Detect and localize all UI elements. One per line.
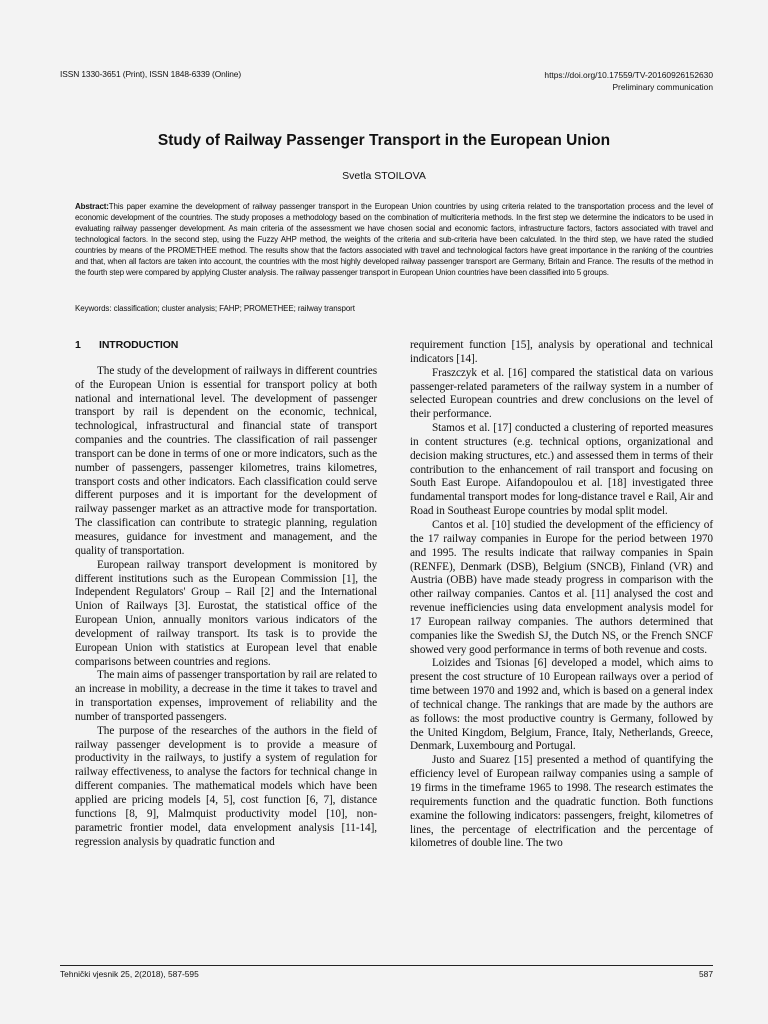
doi-header (544, 69, 713, 93)
issn-header: ISSN 1330-3651 (Print), ISSN 1848-6339 (Online) (60, 69, 242, 79)
abstract-text: This paper examine the development of railway passenger transport in the European Union countries by using criteria related to the transportation process and the level of economic development of the countries. The study proposes a methodology based on the combination of multicriteria methods. In the first step we determine the indicators to be used in evaluating railway passenger development. As main criteria of the assessment we have chosen social and economic factors, infrastructure factors, factors associated with travel and technological factors. In the second step, using the Fuzzy AHP method, the weights of the criteria and sub-criteria have been calculated. In the third step, we have rated the studied countries by means of the PROMETHEE method. The results show that the factors associated with travel and technological factors have great importance in the ranking of the countries and that, when all factors are taken into account, the countries with the most highly developed railway passenger transport are Germany, Britain and France. The results of the method in the fourth step were compared by applying Cluster analysis. The railway passenger transport in European Union countries have been classified into 5 groups. (75, 202, 713, 278)
left-column (75, 339, 377, 849)
author-name: Svetla STOILOVA (342, 170, 426, 182)
paragraph: The purpose of the researches of the authors in the field of railway passenger development is to provide a measure of productivity in the railways, to justify a system of regulation for railway effectiveness, to analyse the factors for technical change in different companies. The mathematical models which have been applied are pricing models [4, 5], cost function [6, 7], distance functions [8, 9], Malmquist productivity model [10], non-parametric frontier model, data envelopment analysis [11-14], regression analysis by quadratic function and (75, 724, 377, 848)
article-category: Preliminary communication (612, 82, 713, 92)
paragraph: The study of the development of railways in different countries of the European Union is essential for transport policy at both national and international level. The development of passenger transport by rail is dependent on the economic, technical, technological, infrastructural and financial state of transport companies and the countries. The classification of rail passenger transport can be done in terms of one or more indicators, such as the number of passengers, passenger kilometres, trains kilometres, transport costs and other indicators. Each classification could serve different purposes and it is important for the development of railway passenger market as an attractive mode for transportation. The classification can contribute to strategic planning, regulation measures, guidance for investment and management, and the quality of transportation. (75, 364, 377, 557)
abstract-label: Abstract: (75, 202, 109, 211)
doi-link[interactable]: https://doi.org/10.17559/TV-20160926152630 (544, 70, 713, 80)
paragraph: The main aims of passenger transportation by rail are related to an increase in mobility, a decrease in the time it takes to travel and in transportation expenses, improvement of reliability and the number of transported passengers. (75, 669, 377, 723)
paragraph-continued: requirement function [15], analysis by operational and technical indicators [14]. (410, 339, 713, 365)
section-number: 1 (75, 339, 81, 351)
page-number: 587 (699, 969, 713, 979)
paragraph: Loizides and Tsionas [6] developed a model, which aims to present the cost structure of 10 European railways over a period of time between 1970 and 1992 and, which is based on a general index of technical change. The rankings that are made by the authors are as follows: the most productive country is Germany, followed by the United Kingdom, Belgium, France, Italy, Netherlands, Greece, Denmark, Luxembourg and Portugal. (410, 657, 713, 753)
keywords (75, 304, 713, 313)
paragraph: Fraszczyk et al. [16] compared the statistical data on various passenger-related parameters of the railway system in a number of selected European countries and drew conclusions on the level of their performance. (410, 366, 713, 421)
abstract (75, 201, 713, 278)
footer-divider (60, 965, 713, 966)
paragraph: Cantos et al. [10] studied the development of the efficiency of the 17 railway companies in Europe for the period between 1970 and 1995. The results indicate that railway companies in Spain (RENFE), Denmark (DSB), Belgium (SNCB), Finland (VR) and Austria (OBB) have made steady progress in comparison with the other railway companies. Cantos et al. [11] analysed the cost and revenue inefficiencies using data envelopment analysis model for 17 European railway companies. The authors determined that companies like the Swedish SJ, the Dutch NS, or the French SNCF showed very good performance in terms of both revenue and costs. (410, 518, 713, 656)
paper-title: Study of Railway Passenger Transport in the European Union (157, 132, 611, 149)
keywords-label: Keywords: (75, 304, 112, 313)
paragraph: European railway transport development is monitored by different institutions such as the European Commission [1], the Independent Regulators' Group – Rail [2] and the International Union of Railways [3]. Eurostat, the statistical office of the European Union, annually monitors various indicators of the development of railway transport. Its task is to provide the European Union with statistics at European level that enable comparisons between countries and regions. (75, 558, 377, 668)
section-title: INTRODUCTION (99, 339, 179, 351)
keywords-text: classification; cluster analysis; FAHP; PROMETHEE; railway transport (113, 304, 355, 313)
journal-citation: Tehnički vjesnik 25, 2(2018), 587-595 (60, 969, 199, 979)
right-column (410, 339, 713, 851)
paragraph: Justo and Suarez [15] presented a method of quantifying the efficiency level of European railway companies using a sample of 19 firms in the timeframe 1965 to 1998. The research estimates the requirements function and the quadratic function. Both functions examine the following indicators: passengers, freight, kilometres of lines, the percentage of electrification and the percentage of kilometres of double line. The two (410, 754, 713, 850)
paragraph: Stamos et al. [17] conducted a clustering of reported measures in content structures (e.g. technical options, organizational and decision making structures, etc.) and assessed them in terms of their contribution to the enhancement of rail transport and focusing on South East Europe. Aifandopoulou et al. [18] investigated three fundamental transport modes for long-distance travel e Rail, Air and Road in Southeast Europe countries by modal split model. (410, 422, 713, 518)
section-heading (75, 339, 377, 353)
